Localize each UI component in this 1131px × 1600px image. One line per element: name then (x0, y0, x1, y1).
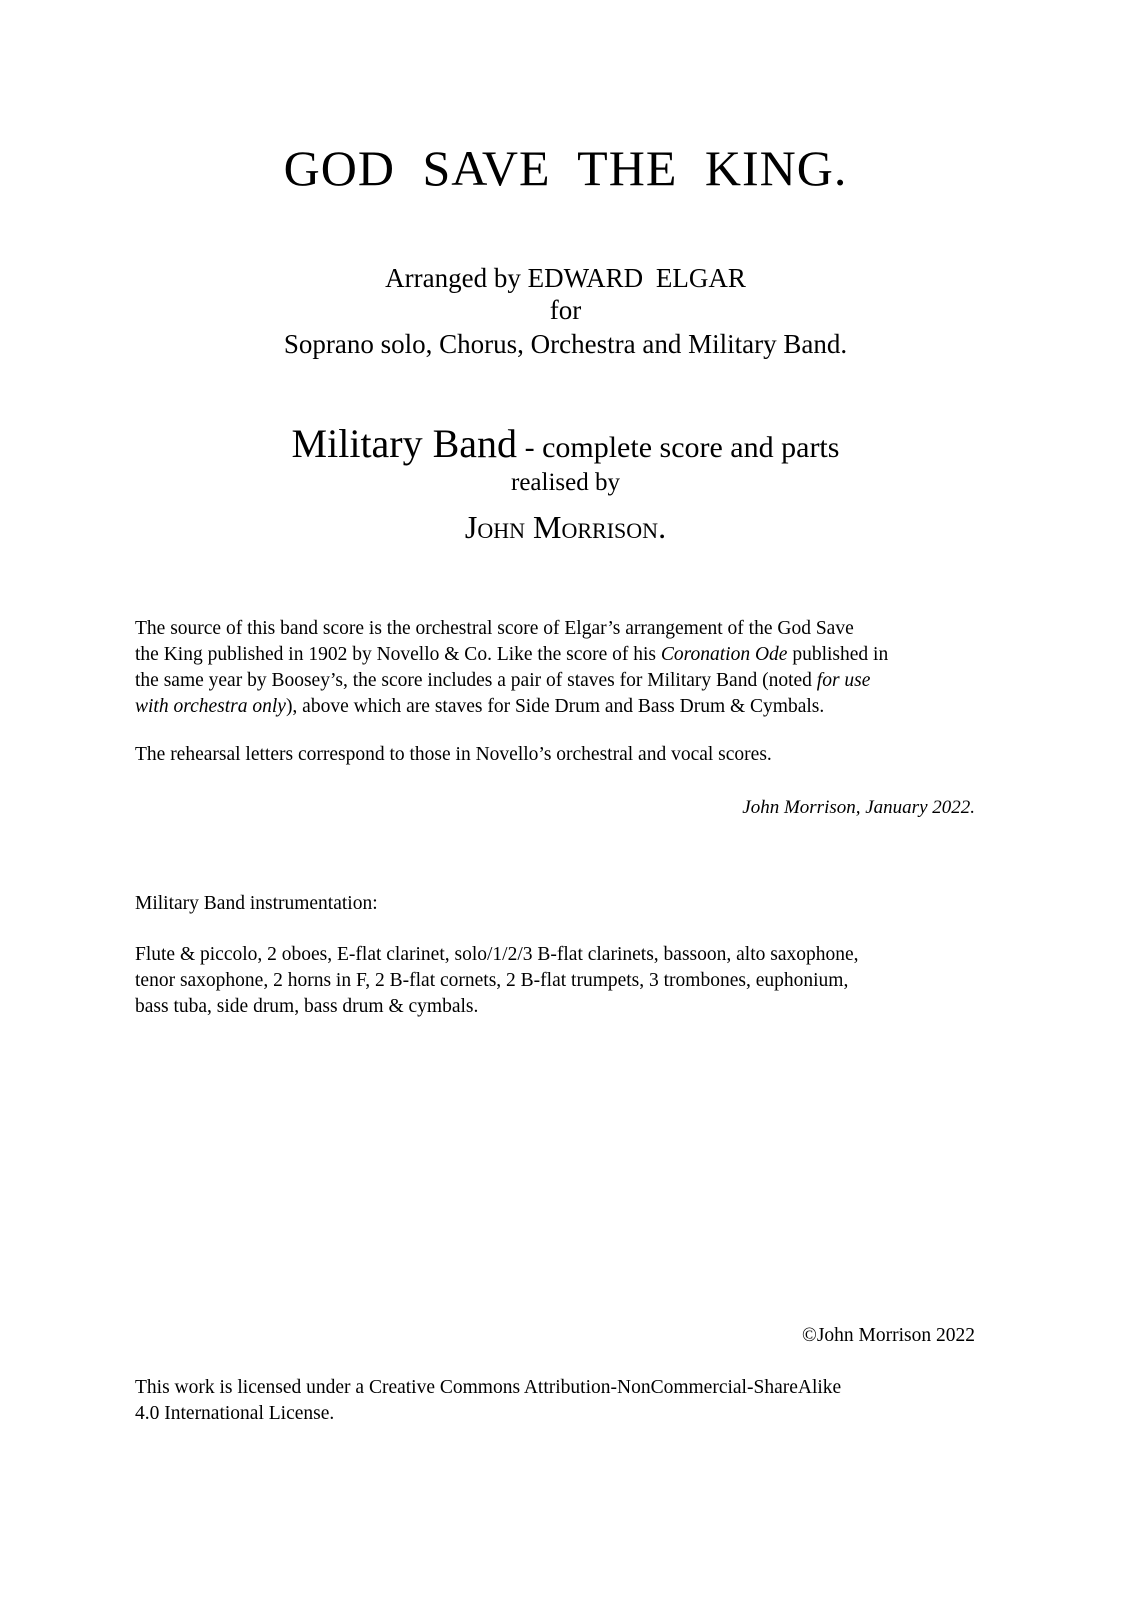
instrumentation-line: Flute & piccolo, 2 oboes, E-flat clarinet, solo/1/2/3 B-flat clarinets, bassoon, alto saxophone, (135, 944, 859, 965)
signature: John Morrison, January 2022. (742, 797, 975, 818)
source-paragraph-line (135, 694, 995, 720)
rehearsal-letters-paragraph: The rehearsal letters correspond to those in Novello’s orchestral and vocal scores. (135, 744, 772, 765)
edition-separator: - (517, 431, 543, 464)
source-text: ), above which are staves for Side Drum and Bass Drum & Cymbals. (285, 696, 825, 717)
realised-by-label: realised by (511, 469, 620, 496)
note-italic: with orchestra only (135, 696, 286, 717)
license-notice (135, 1375, 995, 1427)
arranger-name: EDWARD ELGAR (527, 263, 746, 293)
instrumentation-line: tenor saxophone, 2 horns in F, 2 B-flat cornets, 2 B-flat trumpets, 3 trombones, euphonium, (135, 970, 849, 991)
source-paragraph-line: The source of this band score is the orchestral score of Elgar’s arrangement of the God Save (135, 618, 854, 639)
source-text: published in (787, 644, 889, 665)
for-label: for (549, 295, 582, 325)
performing-forces: Soprano solo, Chorus, Orchestra and Military Band. (283, 329, 848, 359)
arranged-by-prefix: Arranged by (385, 263, 521, 293)
arranged-by-line (0, 262, 1131, 294)
note-italic: for use (816, 670, 871, 691)
edition-heading: Military Band (291, 421, 518, 466)
copyright-notice: ©John Morrison 2022 (802, 1325, 975, 1346)
instrumentation-heading: Military Band instrumentation: (135, 893, 378, 914)
edition-subheading: complete score and parts (542, 431, 840, 464)
source-paragraph-line (135, 668, 995, 694)
license-line: 4.0 International License. (135, 1403, 335, 1424)
instrumentation-line: bass tuba, side drum, bass drum & cymbals. (135, 996, 479, 1017)
source-text: the same year by Boosey’s, the score includes a pair of staves for Military Band (noted (135, 670, 817, 691)
license-line: This work is licensed under a Creative Commons Attribution-NonCommercial-ShareAlike (135, 1377, 842, 1398)
work-title-italic: Coronation Ode (660, 644, 788, 665)
source-paragraph-line (135, 642, 995, 668)
source-text: the King published in 1902 by Novello & Co. Like the score of his (135, 644, 661, 665)
instrumentation-list (135, 942, 995, 1020)
realiser-name: John Morrison. (464, 509, 667, 545)
source-paragraph (135, 616, 995, 720)
page-title: GOD SAVE THE KING. (283, 140, 848, 196)
